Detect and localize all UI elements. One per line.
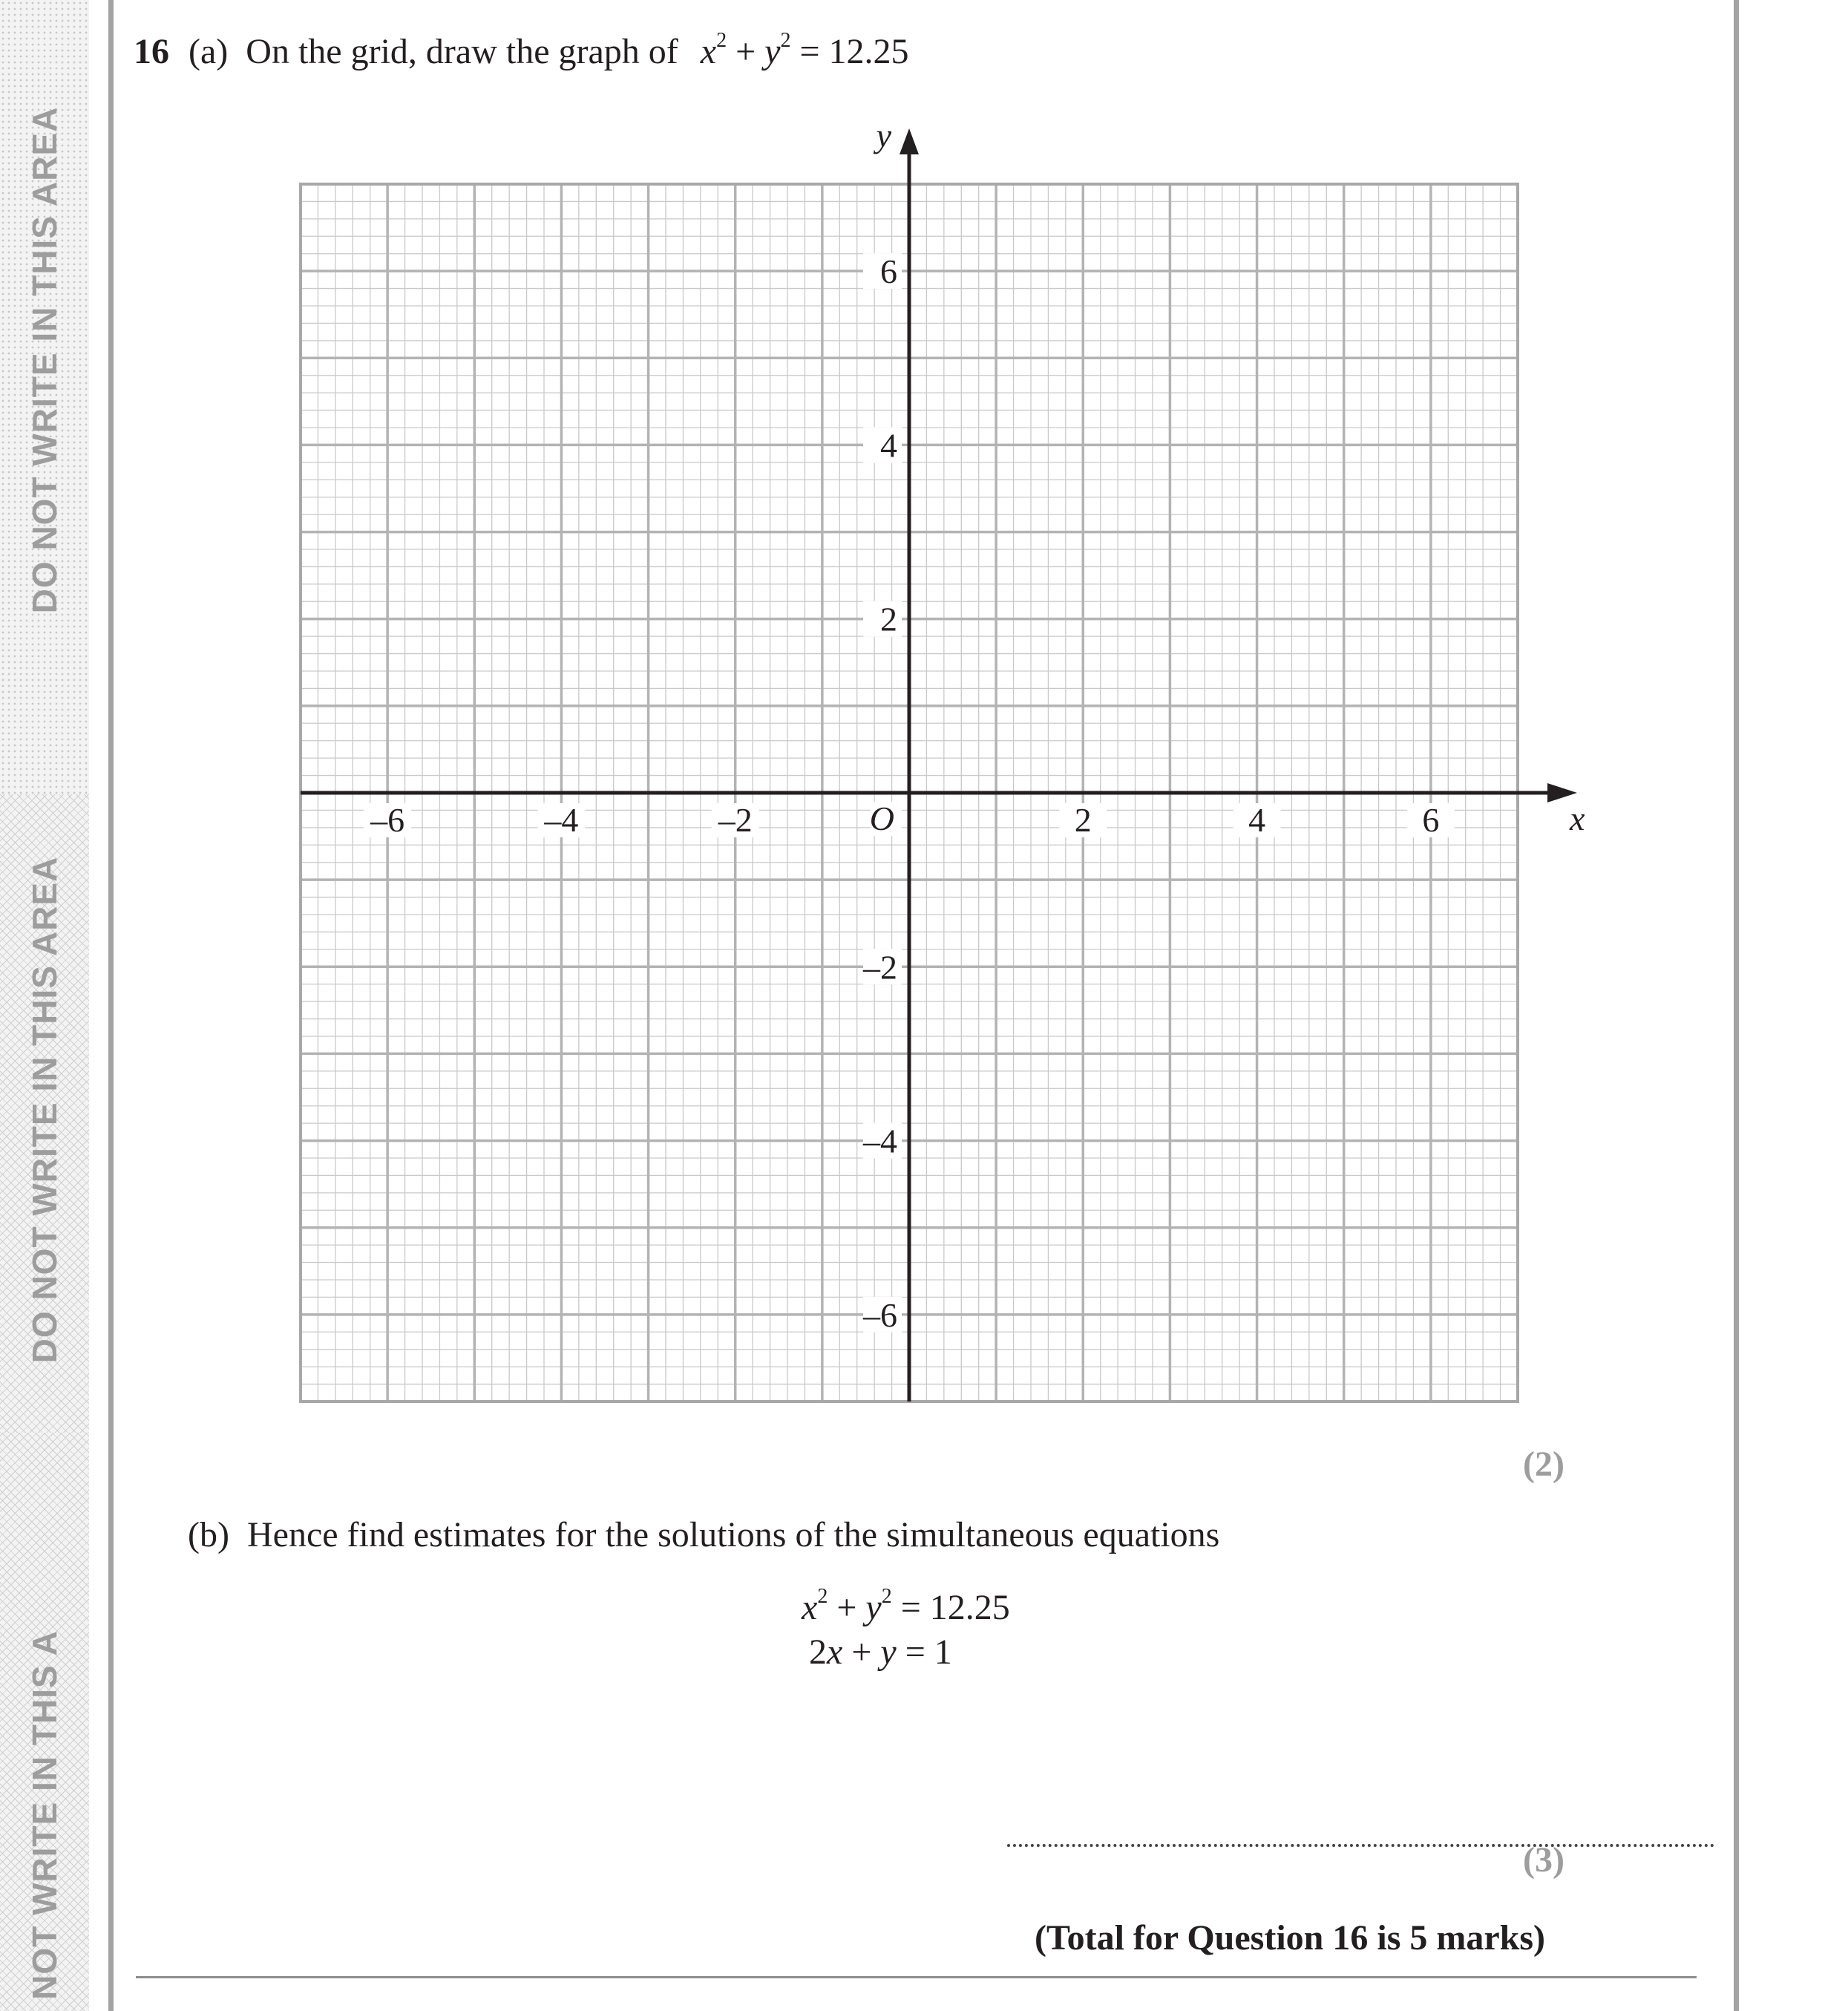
eq-plus: + [828, 1588, 866, 1627]
y-tick-label: 6 [880, 252, 897, 291]
x-tick-label: 6 [1422, 801, 1440, 839]
eq-sq: 2 [881, 1585, 892, 1608]
part-a-marks: (2) [1523, 1445, 1564, 1484]
y-tick-label: –6 [863, 1295, 897, 1334]
bottom-rule [136, 1976, 1697, 1978]
y-axis-label: y [876, 117, 891, 154]
eq-rhs: = 12.25 [891, 1588, 1010, 1627]
part-a-text: On the grid, draw the graph of [246, 32, 678, 71]
eq-rhs: = 1 [896, 1632, 952, 1672]
answer-line[interactable] [1007, 1844, 1714, 1847]
y-axis-arrow [900, 128, 919, 154]
part-b-text: Hence find estimates for the solutions of the simultaneous equations [246, 1515, 1220, 1554]
eq-plus: + [727, 32, 765, 71]
origin-label: O [869, 800, 894, 837]
margin-warning-middle: DO NOT WRITE IN THIS AREA [25, 856, 64, 1364]
eq-y: y [764, 32, 781, 71]
x-tick-label: –2 [718, 801, 753, 839]
x-tick-label: –4 [544, 801, 579, 839]
x-tick-label: 2 [1074, 801, 1092, 839]
eq-sq: 2 [817, 1585, 828, 1608]
x-tick-label: 4 [1248, 801, 1266, 839]
eq-y: y [880, 1632, 897, 1672]
eq-sq: 2 [716, 29, 727, 52]
part-b-label: (b) [188, 1515, 229, 1554]
part-b-marks: (3) [1523, 1840, 1564, 1880]
eq-plus: + [842, 1632, 881, 1672]
eq-coef: 2 [809, 1632, 827, 1672]
eq-y: y [865, 1588, 882, 1627]
eq-rhs: = 12.25 [790, 32, 909, 71]
y-tick-label: 4 [880, 426, 897, 465]
eq-sq: 2 [780, 29, 791, 52]
part-b-equation-2 [809, 1632, 952, 1672]
question-number: 16 [134, 32, 169, 71]
x-tick-label: –6 [370, 801, 405, 839]
margin-warning-top: DO NOT WRITE IN THIS AREA [25, 106, 64, 614]
eq-x: x [700, 32, 717, 71]
part-b-heading [188, 1514, 1219, 1555]
y-tick-label: –2 [863, 948, 897, 987]
margin-warning-bottom: NOT WRITE IN THIS A [25, 1630, 64, 2000]
eq-x: x [827, 1632, 843, 1672]
part-a-label: (a) [189, 32, 229, 71]
eq-x: x [802, 1588, 818, 1627]
y-tick-label: –4 [863, 1122, 897, 1160]
part-b-equation-1 [802, 1587, 1010, 1628]
tick-labels [364, 117, 1585, 1334]
question-total: (Total for Question 16 is 5 marks) [1035, 1918, 1546, 1958]
y-tick-label: 2 [880, 600, 897, 638]
x-axis-label: x [1570, 800, 1585, 837]
